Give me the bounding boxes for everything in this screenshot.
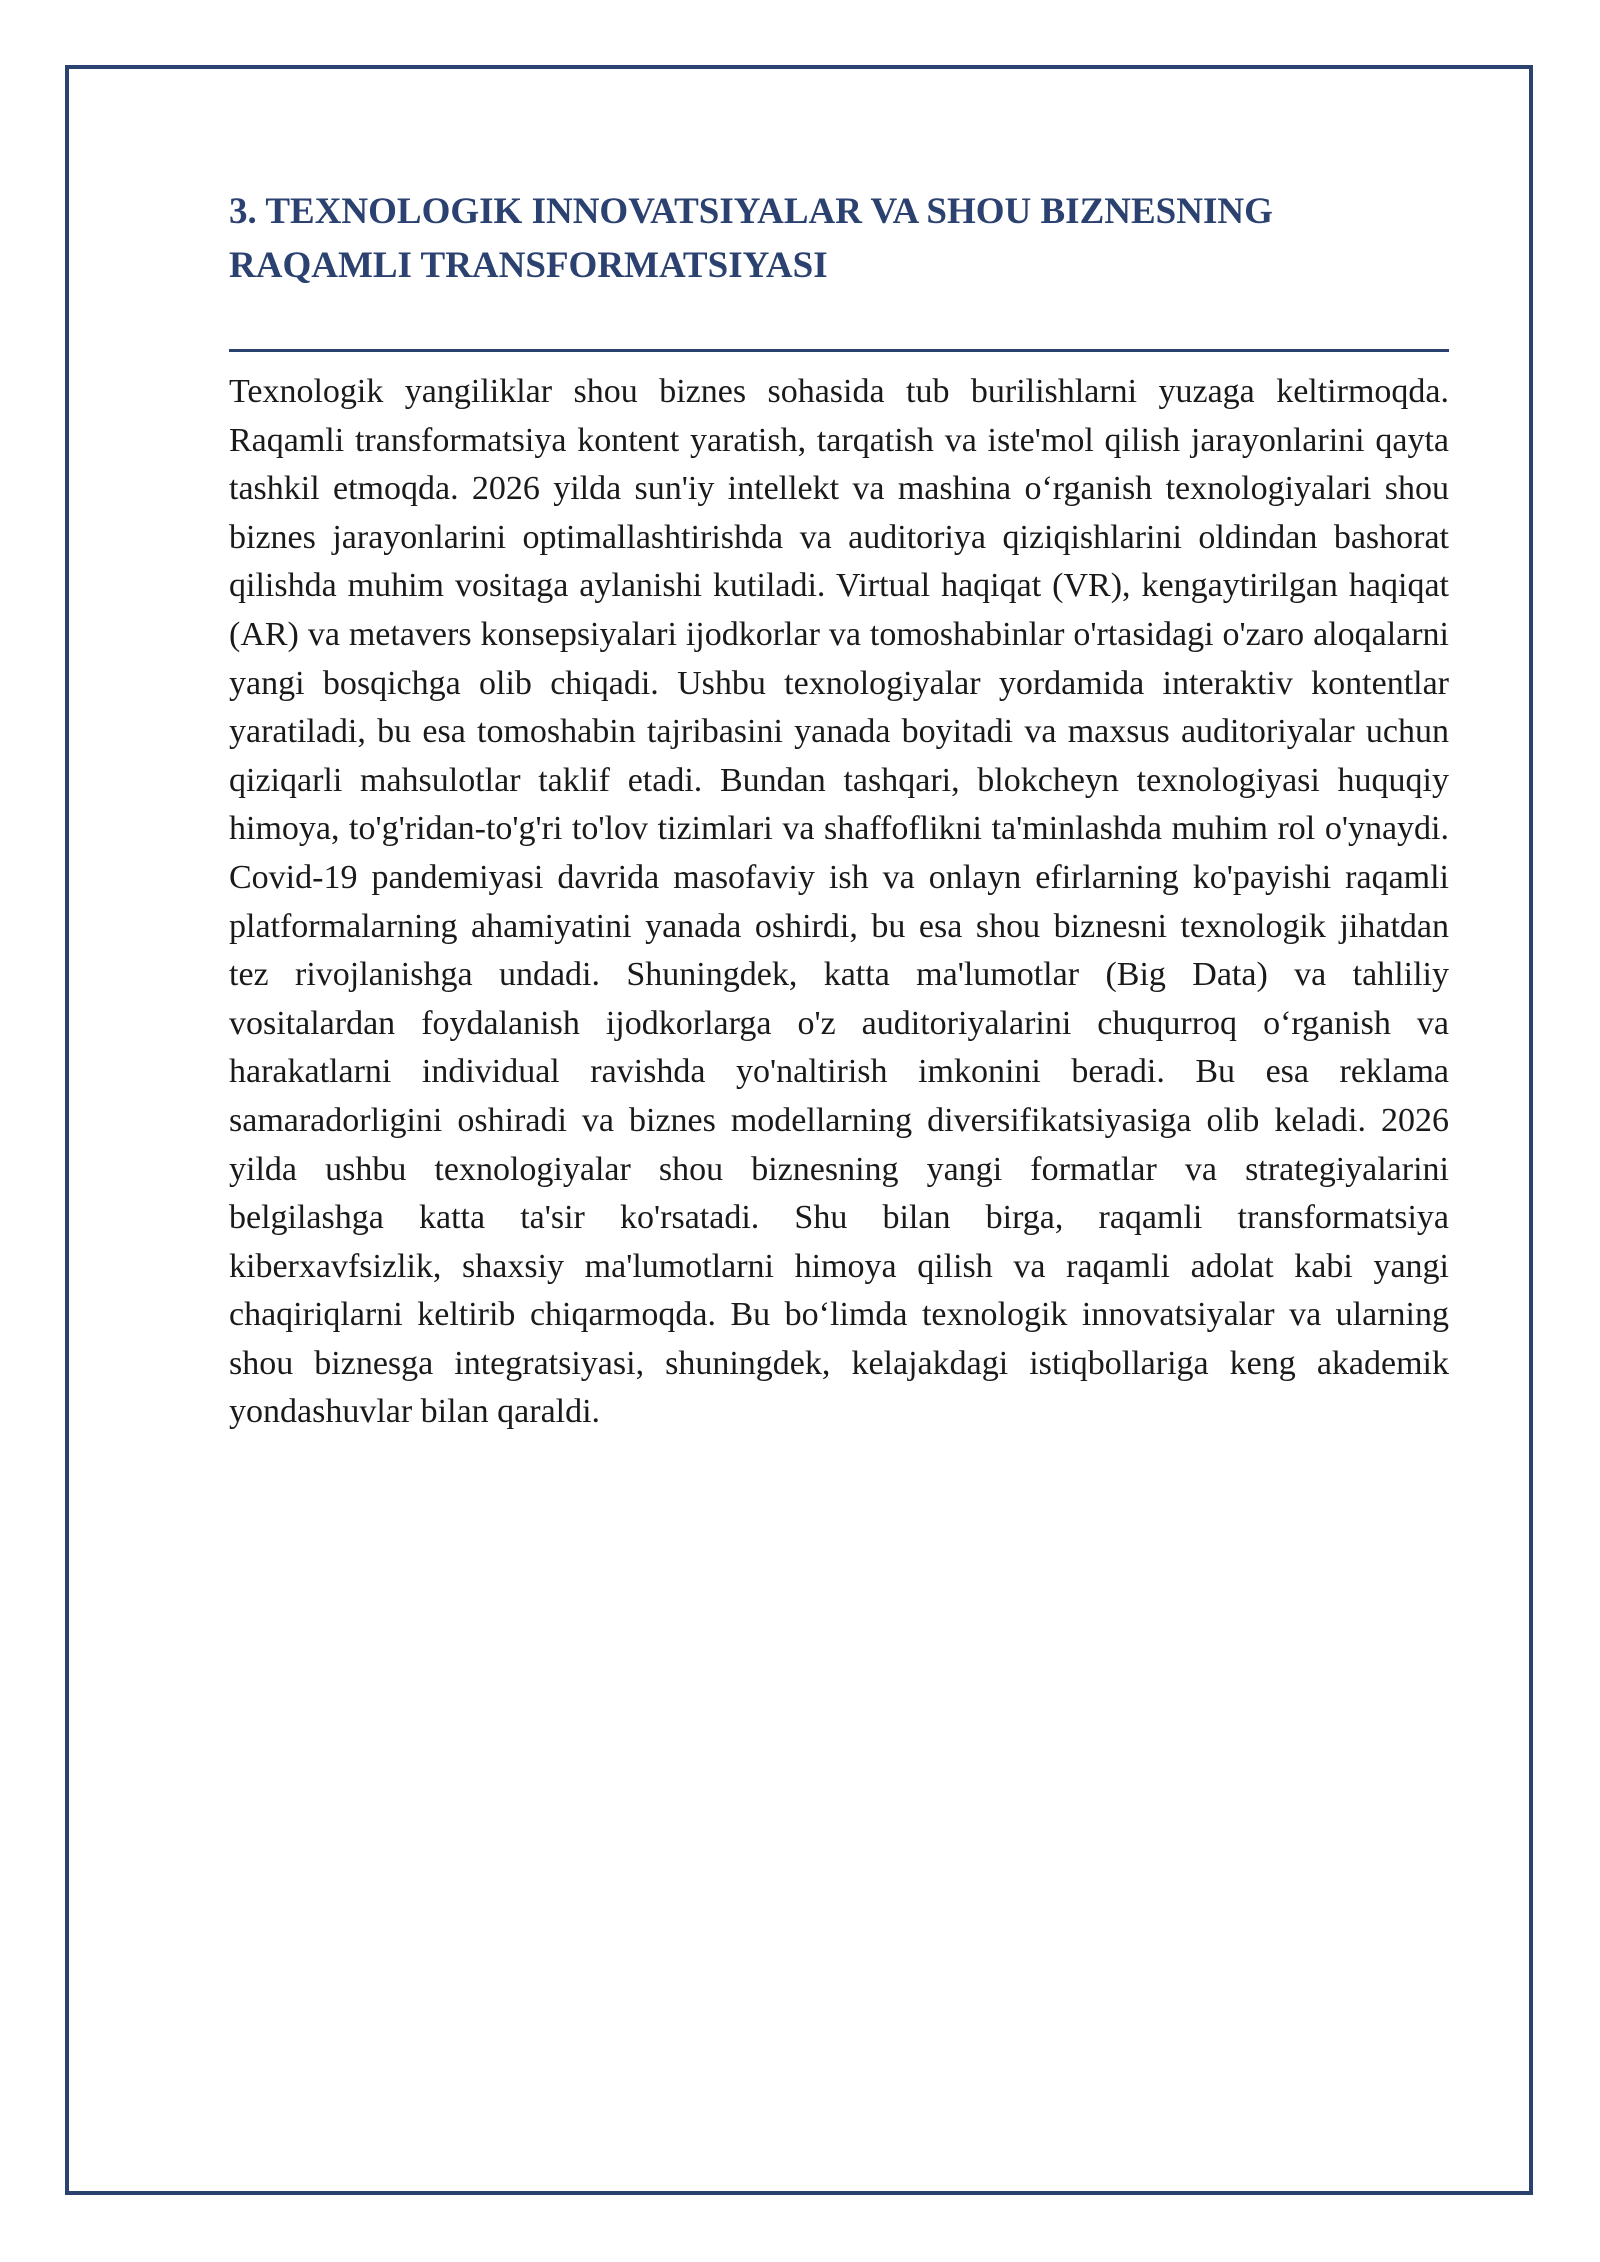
section-heading: 3. TEXNOLOGIK INNOVATSIYALAR VA SHOU BIZNESNING RAQAMLI TRANSFORMATSIYASI: [229, 191, 1273, 286]
section-body-paragraph: Texnologik yangiliklar shou biznes sohasida tub burilishlarni yuzaga keltirmoqda. Raqamli transformatsiya kontent yaratish, tarqatish va iste'mol qilish jarayonlarini qayta tashkil etmoqda. 2026 yilda sun'iy intellekt va mashina o‘rganish texnologiyalari shou biznes jarayonlarini optimallashtirishda va auditoriya qiziqishlarini oldindan bashorat qilishda muhim vositaga aylanishi kutiladi. Virtual haqiqat (VR), kengaytirilgan haqiqat (AR) va metavers konsepsiyalari ijodkorlar va tomoshabinlar o'rtasidagi o'zaro aloqalarni yangi bosqichga olib chiqadi. Ushbu texnologiyalar yordamida interaktiv kontentlar yaratiladi, bu esa tomoshabin tajribasini yanada boyitadi va maxsus auditoriyalar uchun qiziqarli mahsulotlar taklif etadi. Bundan tashqari, blokcheyn texnologiyasi huquqiy himoya, to'g'ridan-to'g'ri to'lov tizimlari va shaffoflikni ta'minlashda muhim rol o'ynaydi. Covid-19 pandemiyasi davrida masofaviy ish va onlayn efirlarning ko'payishi raqamli platformalarning ahamiyatini yanada oshirdi, bu esa shou biznesni texnologik jihatdan tez rivojlanishga undadi. Shuningdek, katta ma'lumotlar (Big Data) va tahliliy vositalardan foydalanish ijodkorlarga o'z auditoriyalarini chuqurroq o‘rganish va harakatlarni individual ravishda yo'naltirish imkonini beradi. Bu esa reklama samaradorligini oshiradi va biznes modellarning diversifikatsiyasiga olib keladi. 2026 yilda ushbu texnologiyalar shou biznesning yangi formatlar va strategiyalarini belgilashga katta ta'sir ko'rsatadi. Shu bilan birga, raqamli transformatsiya kiberxavfsizlik, shaxsiy ma'lumotlarni himoya qilish va raqamli adolat kabi yangi chaqiriqlarni keltirib chiqarmoqda. Bu bo‘limda texnologik innovatsiyalar va ularning shou biznesga integratsiyasi, shuningdek, kelajakdagi istiqbollariga keng akademik yondashuvlar bilan qaraldi.: [229, 373, 1449, 1431]
document-content: [229, 185, 1449, 1437]
heading-divider: [229, 349, 1449, 352]
